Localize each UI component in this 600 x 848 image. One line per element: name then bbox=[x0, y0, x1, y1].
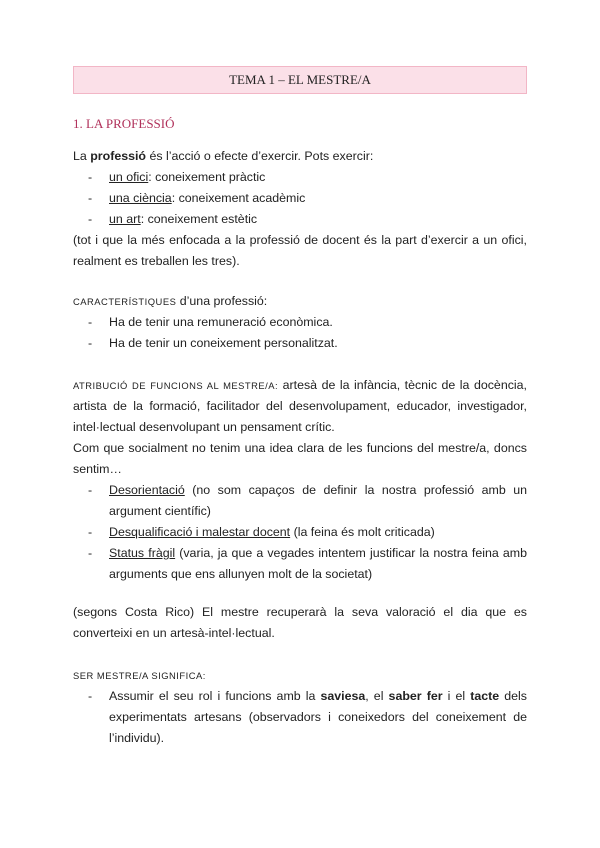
list-item bbox=[73, 167, 527, 188]
item-text: , el bbox=[365, 689, 389, 703]
intro-block bbox=[73, 146, 527, 272]
intro-text-end: és l’acció o efecte d’exercir. Pots exercir: bbox=[146, 149, 374, 163]
intro-bold-term: professió bbox=[90, 149, 147, 163]
section-heading: 1. LA PROFESSIÓ bbox=[73, 116, 175, 131]
caracteristiques-list bbox=[73, 312, 527, 354]
list-item bbox=[73, 480, 527, 522]
list-item: - Ha de tenir un coneixement personalitzat. bbox=[73, 333, 527, 354]
atribucio-block bbox=[73, 375, 527, 585]
item-desc: : coneixement pràctic bbox=[148, 170, 266, 184]
item-term: Desorientació bbox=[109, 483, 185, 497]
item-term: un art bbox=[109, 212, 141, 226]
ser-mestre-block bbox=[73, 665, 527, 749]
list-item bbox=[73, 522, 527, 543]
list-item: - Ha de tenir una remuneració econòmica. bbox=[73, 312, 527, 333]
item-bold: saviesa bbox=[320, 689, 366, 703]
costa-rico-block bbox=[73, 602, 527, 644]
costa-rico-paragraph: (segons Costa Rico) El mestre recuperarà la seva valoració el dia que es converteixi en un artesà-intel·lectual. bbox=[73, 605, 527, 640]
item-text: i el bbox=[442, 689, 471, 703]
caracteristiques-heading bbox=[73, 291, 527, 312]
ser-mestre-list bbox=[73, 686, 527, 749]
list-item bbox=[73, 543, 527, 585]
item-term: una ciència bbox=[109, 191, 172, 205]
com-que-paragraph: Com que socialment no tenim una idea clara de les funcions del mestre/a, doncs sentim… bbox=[73, 441, 527, 476]
item-desc: : coneixement estètic bbox=[140, 212, 258, 226]
caracteristiques-block bbox=[73, 291, 527, 354]
list-item bbox=[73, 209, 527, 230]
caracteristiques-label: CARACTERÍSTIQUES bbox=[73, 296, 177, 307]
item-bold: saber fer bbox=[388, 689, 443, 703]
item-text: Assumir el seu rol i funcions amb la bbox=[109, 689, 321, 703]
item-desc: (varia, ja que a vegades intentem justificar la nostra feina amb arguments que ens allunyen molt de la societat) bbox=[109, 546, 527, 581]
intro-paragraph bbox=[73, 146, 527, 167]
note-paragraph: (tot i que la més enfocada a la professió de docent és la part d’exercir a un ofici, realment es treballen les tres). bbox=[73, 233, 527, 268]
list-item bbox=[73, 686, 527, 749]
item-desc: (no som capaços de definir la nostra professió amb un argument científic) bbox=[109, 483, 527, 518]
ser-mestre-label: SER MESTRE/A SIGNIFICA: bbox=[73, 670, 206, 681]
title-banner bbox=[73, 66, 527, 94]
atribucio-paragraph bbox=[73, 375, 527, 438]
atribucio-text: artesà de la infància, tècnic de la docència, artista de la formació, facilitador del desenvolupament, educador, investigador, intel·lectual desenvolupant un pensament crític. bbox=[73, 378, 527, 434]
item-desc: (la feina és molt criticada) bbox=[290, 525, 435, 539]
atribucio-label: ATRIBUCIÓ DE FUNCIONS AL MESTRE/A: bbox=[73, 380, 279, 391]
ser-mestre-heading bbox=[73, 665, 527, 686]
item-term: un ofici bbox=[109, 170, 149, 184]
intro-text: La bbox=[73, 149, 91, 163]
list-item bbox=[73, 188, 527, 209]
item-term: Desqualificació i malestar docent bbox=[109, 525, 291, 539]
item-bold: tacte bbox=[470, 689, 500, 703]
item-text: dels experimentats artesans (observadors i coneixedors del coneixement de l’individu). bbox=[109, 689, 527, 745]
item-desc: : coneixement acadèmic bbox=[171, 191, 306, 205]
document-title: TEMA 1 – EL MESTRE/A bbox=[229, 72, 371, 87]
sentim-list bbox=[73, 480, 527, 585]
caracteristiques-rest: d’una professió: bbox=[176, 294, 268, 308]
item-term: Status fràgil bbox=[109, 546, 176, 560]
exercir-list bbox=[73, 167, 527, 230]
